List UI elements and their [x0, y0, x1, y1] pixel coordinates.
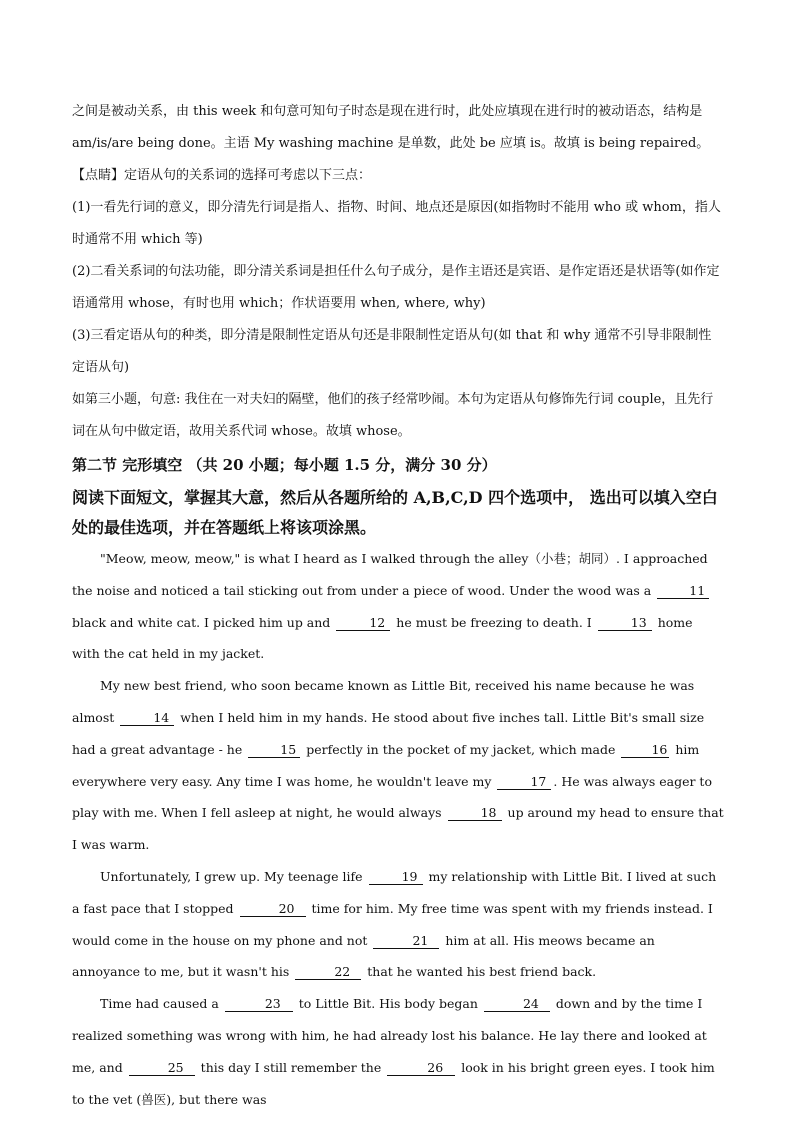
blank-18[interactable]: 18: [448, 806, 502, 821]
blank-24[interactable]: 24: [484, 997, 550, 1012]
blank-20[interactable]: 20: [240, 902, 306, 917]
blank-12[interactable]: 12: [336, 616, 390, 631]
blank-15[interactable]: 15: [248, 743, 300, 758]
blank-25[interactable]: 25: [129, 1061, 195, 1076]
passage-text: "Meow, meow, meow," is what I heard as I walked through the alley（小巷；胡同）. I approached the noise and noticed a tail sticking out from under a piece of wood. Under the wood was a: [72, 551, 708, 598]
blank-21[interactable]: 21: [373, 934, 439, 949]
tip-point-2: (2)二看关系词的句法功能，即分清关系词是担任什么句子成分，是作主语还是宾语、是作定语还是状语等(如作定语通常用 whose，有时也用 which；作状语要用 when, where, why): [72, 264, 720, 311]
passage-text: Unfortunately, I grew up. My teenage life: [100, 868, 363, 884]
passage-text: him everywhere very easy. Any time I was home, he wouldn't leave my: [72, 741, 700, 789]
blank-19[interactable]: 19: [369, 870, 423, 885]
passage-text: that he wanted his best friend back.: [367, 964, 597, 980]
passage-text: up around my head to ensure that I was warm.: [72, 805, 724, 853]
passage-paragraph-2: [72, 670, 724, 861]
cloze-passage: [72, 543, 724, 1115]
tip-heading: 【点睛】定语从句的关系词的选择可考虑以下三点：: [72, 168, 372, 183]
analysis-paragraph: 之间是被动关系，由 this week 和句意可知句子时态是现在进行时，此处应填现在进行时的被动语态，结构是 am/is/are being done。主语 My washing machine 是单数，此处 be 应填 is。故填 is being repaired。: [72, 104, 710, 151]
section-instruction: 阅读下面短文，掌握其大意，然后从各题所给的 A,B,C,D 四个选项中， 选出可以填入空白处的最佳选项，并在答题纸上将该项涂黑。: [72, 488, 718, 537]
passage-text: to Little Bit. His body began: [298, 996, 478, 1012]
section-title: 第二节 完形填空 （共 20 小题；每小题 1.5 分，满分 30 分）: [72, 456, 497, 474]
passage-paragraph-3: [72, 861, 724, 988]
passage-text: my relationship with Little Bit. I lived at such a fast pace that I stopped: [72, 868, 717, 916]
blank-11[interactable]: 11: [657, 584, 709, 599]
blank-13[interactable]: 13: [598, 616, 652, 631]
passage-text: him at all. His meows became an annoyance to me, but it wasn't his: [72, 932, 655, 980]
passage-text: home with the cat held in my jacket.: [72, 614, 693, 662]
blank-16[interactable]: 16: [621, 743, 669, 758]
passage-paragraph-4: [72, 988, 724, 1115]
passage-paragraph-1: [72, 543, 724, 670]
blank-23[interactable]: 23: [225, 997, 293, 1012]
passage-text: perfectly in the pocket of my jacket, which made: [306, 741, 616, 757]
passage-text: . He was always eager to play with me. When I fell asleep at night, he would always: [72, 773, 712, 821]
passage-text: look in his bright green eyes. I took him to the vet (兽医), but there was: [72, 1059, 715, 1107]
passage-text: he must be freezing to death. I: [396, 614, 592, 630]
example-explanation: 如第三小题，句意: 我住在一对夫妇的隔壁，他们的孩子经常吵闹。本句为定语从句修饰先行词 couple，且先行词在从句中做定语，故用关系代词 whose。故填 whose。: [72, 392, 714, 439]
passage-text: when I held him in my hands. He stood about five inches tall. Little Bit's small size had a great advantage - he: [72, 709, 705, 757]
blank-26[interactable]: 26: [387, 1061, 455, 1076]
blank-22[interactable]: 22: [295, 965, 361, 980]
passage-text: Time had caused a: [100, 996, 219, 1012]
tip-point-1: (1)一看先行词的意义，即分清先行词是指人、指物、时间、地点还是原因(如指物时不能用 who 或 whom，指人时通常不用 which 等): [72, 200, 721, 247]
blank-14[interactable]: 14: [120, 711, 174, 726]
passage-text: down and by the time I realized something was wrong with him, he had already lost his balance. He lay there and looked at me, and: [72, 996, 707, 1075]
document-page: [72, 96, 724, 1115]
passage-text: time for him. My free time was spent with my friends instead. I would come in the house on my phone and not: [72, 900, 713, 948]
blank-17[interactable]: 17: [497, 775, 551, 790]
passage-text: black and white cat. I picked him up and: [72, 614, 331, 630]
passage-text: this day I still remember the: [200, 1059, 382, 1075]
passage-text: My new best friend, who soon became known as Little Bit, received his name because he was almost: [72, 678, 695, 725]
tip-point-3: (3)三看定语从句的种类，即分清是限制性定语从句还是非限制性定语从句(如 that 和 why 通常不引导非限制性定语从句): [72, 328, 712, 375]
